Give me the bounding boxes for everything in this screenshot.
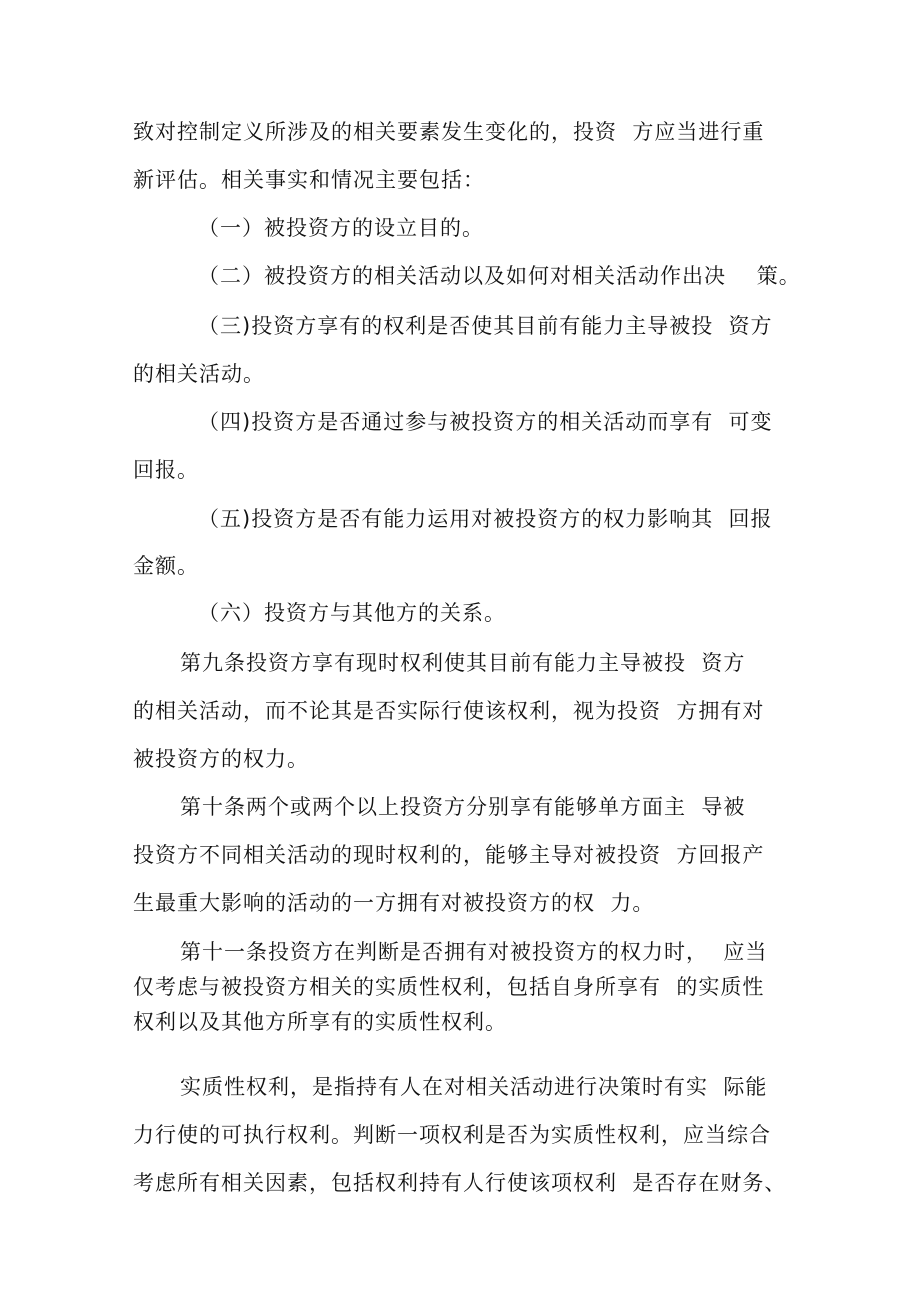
text-line-8: 回报。 (133, 458, 199, 482)
text-line-23: 考虑所有相关因素，包括权利持有人行使该项权利 是否存在财务、 (133, 1171, 787, 1195)
text-line-20: 权利以及其他方所享有的实质性权利。 (133, 1010, 507, 1034)
text-line-10: 金额。 (133, 554, 199, 578)
text-line-22: 力行使的可执行权利。判断一项权利是否为实质性权利，应当综合 (133, 1123, 771, 1147)
text-line-21: 实质性权利，是指持有人在对相关活动进行决策时有实 际能 (180, 1075, 768, 1099)
text-line-19: 仅考虑与被投资方相关的实质性权利，包括自身所享有 的实质性 (133, 975, 765, 999)
text-line-17: 生最重大影响的活动的一方拥有对被投资方的权 力。 (133, 891, 655, 915)
text-line-11: （六）投资方与其他方的关系。 (198, 601, 506, 625)
text-line-13: 的相关活动，而不论其是否实际行使该权利，视为投资 方拥有对 (133, 699, 765, 723)
text-line-4: （二）被投资方的相关活动以及如何对相关活动作出决 策。 (198, 264, 801, 288)
text-line-16: 投资方不同相关活动的现时权利的，能够主导对被投资 方回报产 (133, 843, 765, 867)
text-line-7: （四)投资方是否通过参与被投资方的相关活动而享有 可变 (198, 410, 773, 434)
text-line-2: 新评估。相关事实和情况主要包括： (133, 168, 485, 192)
text-line-12: 第九条投资方享有现时权利使其目前有能力主导被投 资方 (180, 651, 746, 675)
text-line-6: 的相关活动。 (133, 362, 265, 386)
text-line-18: 第十一条投资方在判断是否拥有对被投资方的权力时， 应当 (180, 940, 768, 964)
text-line-3: （一）被投资方的设立目的。 (198, 216, 484, 240)
text-line-9: （五)投资方是否有能力运用对被投资方的权力影响其 回报 (198, 507, 773, 531)
text-line-14: 被投资方的权力。 (133, 747, 309, 771)
text-line-5: （三)投资方享有的权利是否使其目前有能力主导被投 资方 (198, 314, 773, 338)
text-line-15: 第十条两个或两个以上投资方分别享有能够单方面主 导被 (180, 795, 746, 819)
text-line-1: 致对控制定义所涉及的相关要素发生变化的，投资 方应当进行重 (133, 120, 765, 144)
